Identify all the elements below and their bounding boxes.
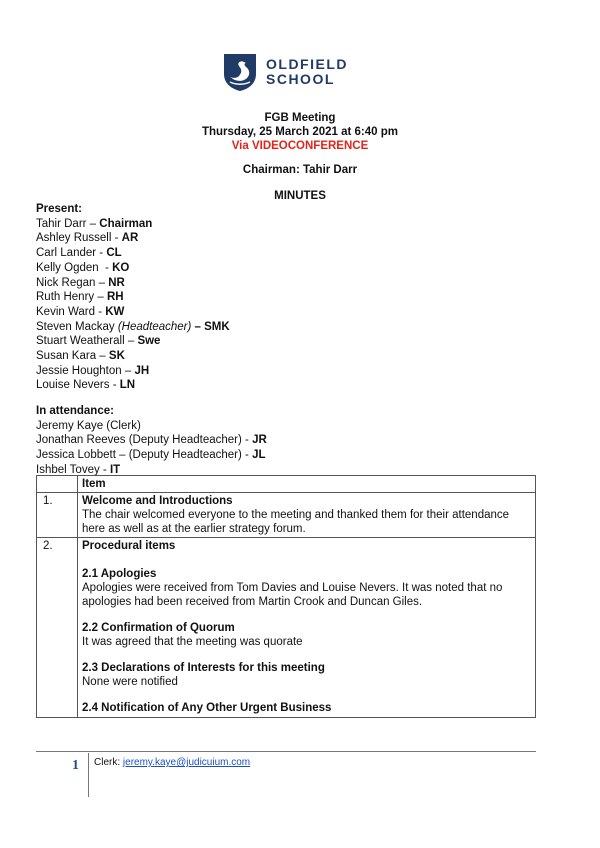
present-initials: JH (134, 364, 150, 377)
table-row (37, 538, 536, 718)
table-header-row (37, 476, 536, 493)
present-list (36, 217, 230, 393)
present-entry (36, 276, 230, 291)
attendee-initials: IT (109, 463, 121, 476)
present-separator: – (121, 364, 135, 377)
present-entry (36, 261, 230, 276)
present-initials: LN (119, 379, 136, 392)
present-entry (36, 334, 230, 349)
present-separator: - (111, 232, 122, 245)
present-name: Kelly Ogden (36, 261, 99, 274)
table-header-item: Item (78, 476, 536, 493)
minutes-table (36, 475, 536, 718)
present-initials: Chairman (99, 217, 153, 230)
table-row (37, 493, 536, 538)
footer-divider (36, 751, 536, 752)
present-initials: NR (108, 276, 125, 289)
present-name: Susan Kara (36, 350, 97, 363)
present-name: Ashley Russell (36, 232, 112, 245)
present-entry (36, 217, 230, 232)
subitem-text: It was agreed that the meeting was quorate (82, 636, 303, 648)
clerk-email-link[interactable]: jeremy.kaye@judicuium.com (122, 757, 251, 768)
present-separator: - (96, 247, 107, 260)
attendee-name: Jessica Lobbett – (Deputy Headteacher) (36, 449, 242, 462)
present-name: Carl Lander (36, 247, 97, 260)
row-text: The chair welcomed everyone to the meeting and thanked them for their attendance here as well as at the earlier strategy forum. (82, 509, 510, 535)
present-name: Stuart Weatherall (36, 335, 125, 348)
present-name: Jessie Houghton (36, 364, 122, 377)
meeting-mode: Via VIDEOCONFERENCE (231, 140, 369, 152)
subitem-title: 2.2 Confirmation of Quorum (82, 622, 235, 634)
present-entry (36, 364, 230, 379)
present-separator: - (98, 261, 113, 274)
present-separator: – (124, 335, 138, 348)
row-title: Procedural items (82, 540, 176, 552)
present-name: Tahir Darr (36, 217, 87, 230)
attendee-name: Jeremy Kaye (Clerk) (36, 419, 141, 432)
present-separator: – (94, 291, 107, 304)
footer-vertical-divider (88, 753, 89, 797)
subitem-text: Apologies were received from Tom Davies and Louise Nevers. It was noted that no apologies had been received from Martin Crook and Duncan Giles. (82, 582, 503, 608)
present-initials: KO (112, 261, 130, 274)
subitem-text: None were notified (82, 676, 178, 688)
present-entry (36, 378, 230, 393)
attendee-separator: - (241, 434, 253, 447)
attendee-name: Ishbel Tovey (36, 463, 100, 476)
present-initials: Swe (137, 335, 161, 348)
logo-line-1: OLDFIELD (266, 56, 348, 72)
subitem-title: 2.1 Apologies (82, 568, 157, 580)
present-heading: Present: (36, 203, 83, 215)
logo-line-2: SCHOOL (266, 71, 335, 87)
clerk-label: Clerk: (94, 757, 123, 768)
present-separator: – (95, 276, 109, 289)
present-entry (36, 290, 230, 305)
subitem-title: 2.3 Declarations of Interests for this meeting (82, 662, 325, 674)
meeting-datetime: Thursday, 25 March 2021 at 6:40 pm (201, 126, 398, 138)
attendee-name: Jonathan Reeves (Deputy Headteacher) (36, 434, 242, 447)
attendee-entry (36, 419, 267, 434)
meeting-title: FGB Meeting (264, 112, 336, 124)
attendance-list (36, 419, 267, 478)
present-role: (Headteacher) (117, 320, 192, 333)
school-logo (222, 52, 348, 92)
swan-shield-icon (222, 52, 258, 92)
present-name: Nick Regan (36, 276, 96, 289)
row-content (78, 538, 536, 718)
present-separator: – (86, 217, 100, 230)
present-section (36, 202, 230, 393)
attendee-separator: - (99, 463, 110, 476)
page-number: 1 (72, 758, 79, 773)
present-initials: CL (106, 247, 122, 260)
minutes-label: MINUTES (274, 190, 326, 202)
chairman-line: Chairman: Tahir Darr (242, 164, 358, 176)
present-initials: SK (108, 350, 125, 363)
present-entry (36, 231, 230, 246)
present-name: Ruth Henry (36, 291, 95, 304)
row-number: 2. (37, 538, 78, 718)
footer-clerk (94, 757, 250, 768)
present-separator: - (95, 305, 106, 318)
attendee-initials: JR (252, 434, 267, 447)
present-separator: – (96, 350, 109, 363)
attendee-separator: - (241, 449, 253, 462)
present-name: Kevin Ward (36, 305, 96, 318)
present-separator: – (191, 320, 205, 333)
present-entry (36, 320, 230, 335)
logo-wordmark (266, 57, 348, 87)
present-initials: KW (105, 305, 125, 318)
attendee-entry (36, 448, 267, 463)
attendee-initials: JL (252, 449, 266, 462)
attendee-entry (36, 433, 267, 448)
present-name: Steven Mackay (36, 320, 115, 333)
present-entry (36, 246, 230, 261)
row-content (78, 493, 536, 538)
attendance-heading: In attendance: (36, 405, 114, 417)
attendance-section (36, 404, 267, 478)
row-number: 1. (37, 493, 78, 538)
present-initials: AR (121, 232, 139, 245)
present-initials: SMK (204, 320, 230, 333)
present-initials: RH (106, 291, 124, 304)
present-separator: - (109, 379, 120, 392)
row-title: Welcome and Introductions (82, 495, 233, 507)
subitem-title: 2.4 Notification of Any Other Urgent Business (82, 702, 332, 714)
present-entry (36, 305, 230, 320)
table-header-num (37, 476, 78, 493)
present-name: Louise Nevers (36, 379, 110, 392)
present-entry (36, 349, 230, 364)
